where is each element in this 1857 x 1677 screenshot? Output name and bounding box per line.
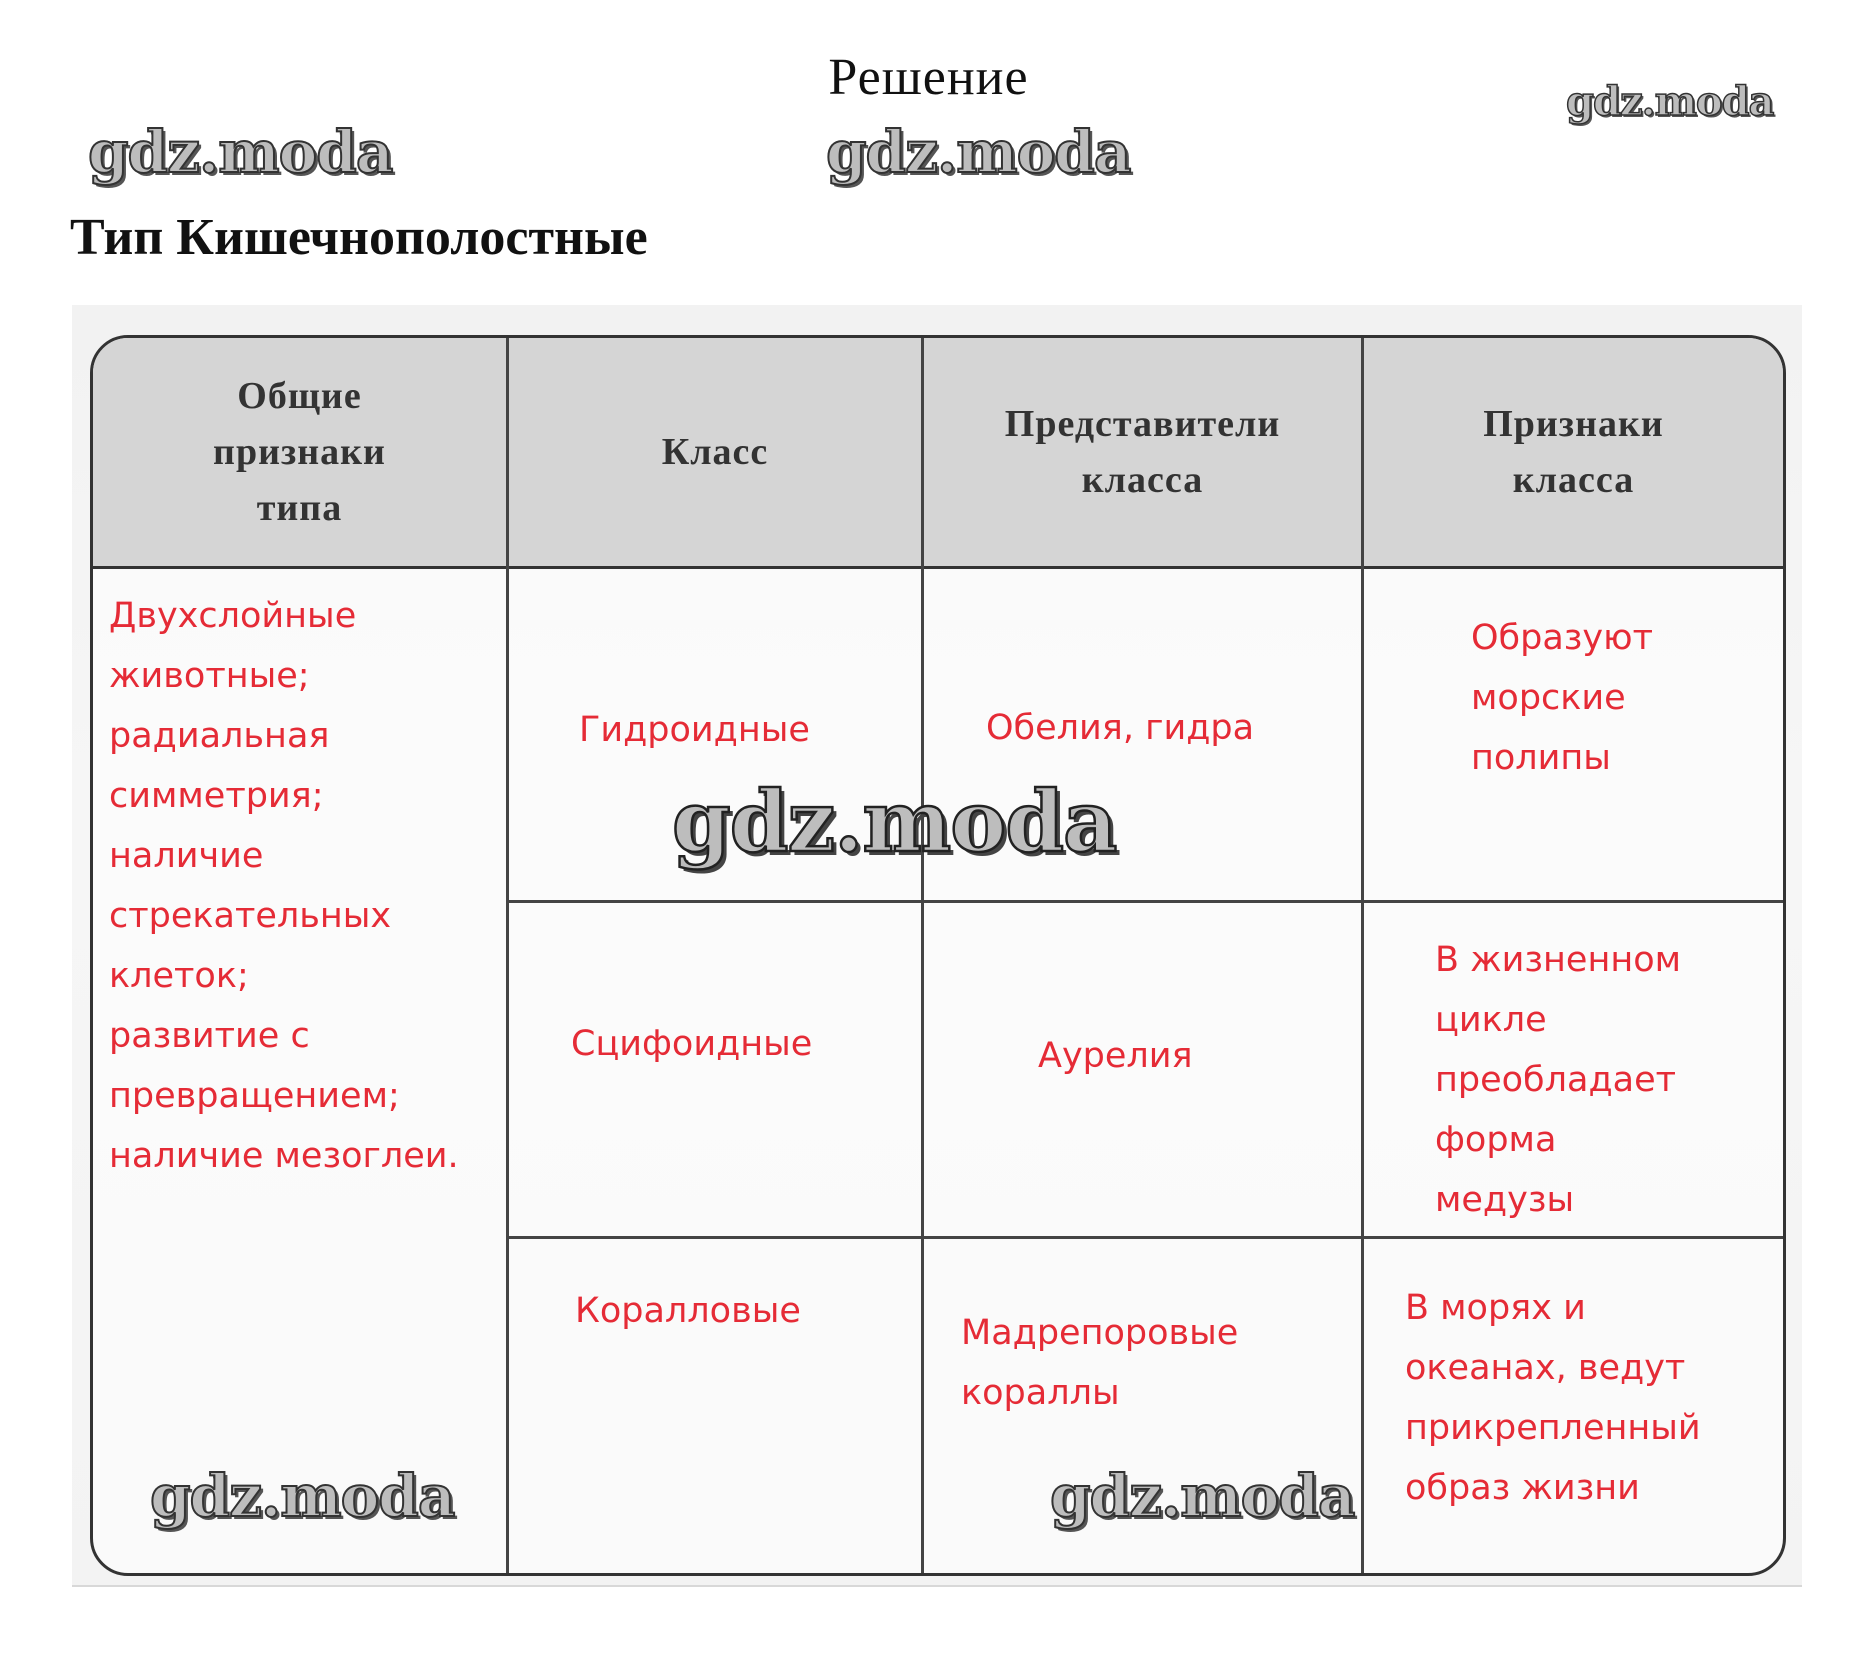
row-divider — [506, 900, 1783, 903]
type-features-cell: Двухслойные животные; радиальная симметрия; наличие стрекательных клеток; развитие с превращением; наличие мезоглеи. — [109, 596, 459, 1176]
section-title: Тип Кишечнополостные — [70, 209, 648, 266]
watermark: gdz.moda — [88, 118, 393, 186]
watermark: gdz.moda — [1050, 1462, 1355, 1530]
page-heading: Решение — [828, 49, 1029, 106]
row-divider — [506, 1236, 1783, 1239]
header-class: Класс — [661, 431, 769, 473]
header-representatives: Представители класса — [1004, 403, 1281, 501]
representatives-cell: Мадрепоровые кораллы — [961, 1313, 1239, 1413]
classification-table — [90, 335, 1786, 1576]
scan-edge-line — [72, 1585, 1802, 1587]
watermark: gdz.moda — [672, 772, 1117, 871]
watermark: gdz.moda — [1566, 78, 1774, 125]
class-cell: Сцифоидные — [571, 1024, 813, 1064]
class-features-cell: В морях и океанах, ведут прикрепленный образ жизни — [1405, 1288, 1701, 1508]
class-cell: Коралловые — [575, 1291, 801, 1331]
class-features-cell: Образуют морские полипы — [1471, 618, 1653, 778]
class-cell: Гидроидные — [579, 710, 810, 750]
header-type-features: Общие признаки типа — [213, 375, 386, 529]
class-features-cell: В жизненном цикле преобладает форма медузы — [1435, 940, 1682, 1220]
representatives-cell: Обелия, гидра — [986, 708, 1255, 748]
header-class-features: Признаки класса — [1483, 403, 1664, 501]
representatives-cell: Аурелия — [1038, 1036, 1193, 1076]
watermark: gdz.moda — [150, 1462, 455, 1530]
watermark: gdz.moda — [826, 118, 1131, 186]
